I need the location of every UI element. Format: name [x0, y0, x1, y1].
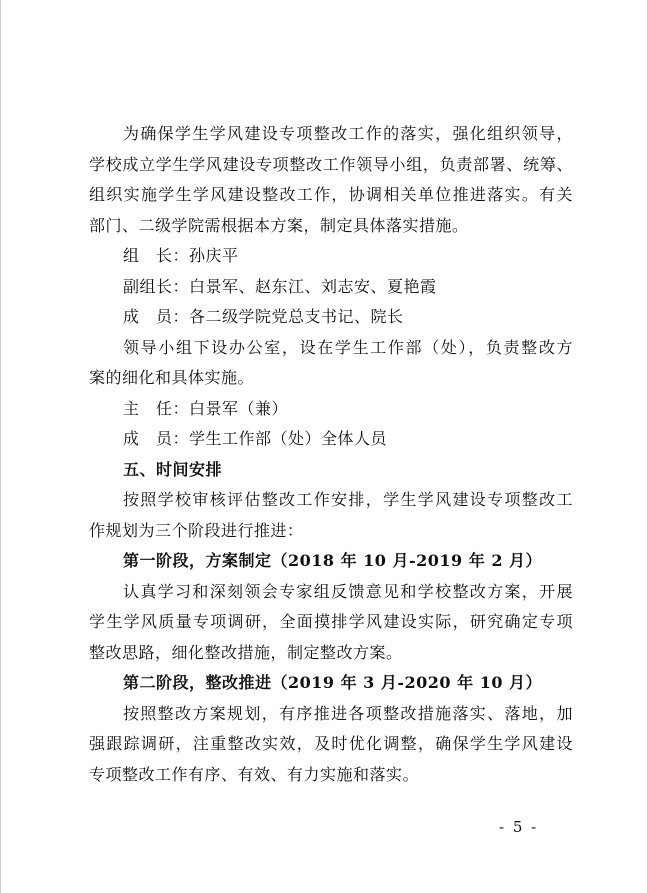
document-body — [89, 119, 573, 790]
paragraph-line: 认真学习和深刻领会专家组反馈意见和学校整改方案，开展 — [123, 581, 573, 601]
director-line: 主 任：白景军（兼） — [123, 398, 289, 418]
paragraph-line: 案的细化和具体实施。 — [89, 368, 255, 387]
paragraph-line: 学校成立学生学风建设专项整改工作领导小组，负责部署、统筹、 — [89, 154, 573, 174]
paragraph-line: 按照学校审核评估整改工作安排，学生学风建设专项整改工 — [123, 490, 573, 509]
paragraph-line: 部门、二级学院需根据本方案，制定具体落实措施。 — [89, 215, 469, 235]
office-members-line: 成 员：学生工作部（处）全体人员 — [123, 429, 388, 448]
paragraph-line: 整改思路，细化整改措施，制定整改方案。 — [89, 642, 403, 662]
deputy-leader-line: 副组长：白景军、赵东江、刘志安、夏艳霞 — [123, 276, 437, 296]
page-number: - 5 - — [499, 818, 539, 836]
paragraph-line: 专项整改工作有序、有效、有力实施和落实。 — [89, 764, 420, 784]
paragraph-line: 为确保学生学风建设专项整改工作的落实，强化组织领导， — [123, 124, 573, 143]
paragraph-line: 领导小组下设办公室，设在学生工作部（处），负责整改方 — [123, 337, 573, 357]
stage-two-heading: 第二阶段，整改推进（2019 年 3 月-2020 年 10 月） — [123, 673, 543, 692]
section-heading: 五、时间安排 — [123, 459, 223, 479]
paragraph-line: 按照整改方案规划，有序推进各项整改措施落实、落地，加 — [123, 703, 573, 723]
paragraph-line: 组织实施学生学风建设整改工作，协调相关单位推进落实。有关 — [89, 185, 573, 204]
paragraph-line: 作规划为三个阶段进行推进： — [89, 520, 304, 540]
paragraph-line: 学生学风质量专项调研，全面摸排学风建设实际，研究确定专项 — [89, 612, 573, 631]
members-line: 成 员：各二级学院党总支书记、院长 — [123, 307, 404, 326]
stage-one-heading: 第一阶段，方案制定（2018 年 10 月-2019 年 2 月） — [123, 551, 543, 570]
paragraph-line: 强跟踪调研，注重整改实效，及时优化调整，确保学生学风建设 — [89, 734, 573, 753]
group-leader-line: 组 长：孙庆平 — [123, 246, 239, 265]
